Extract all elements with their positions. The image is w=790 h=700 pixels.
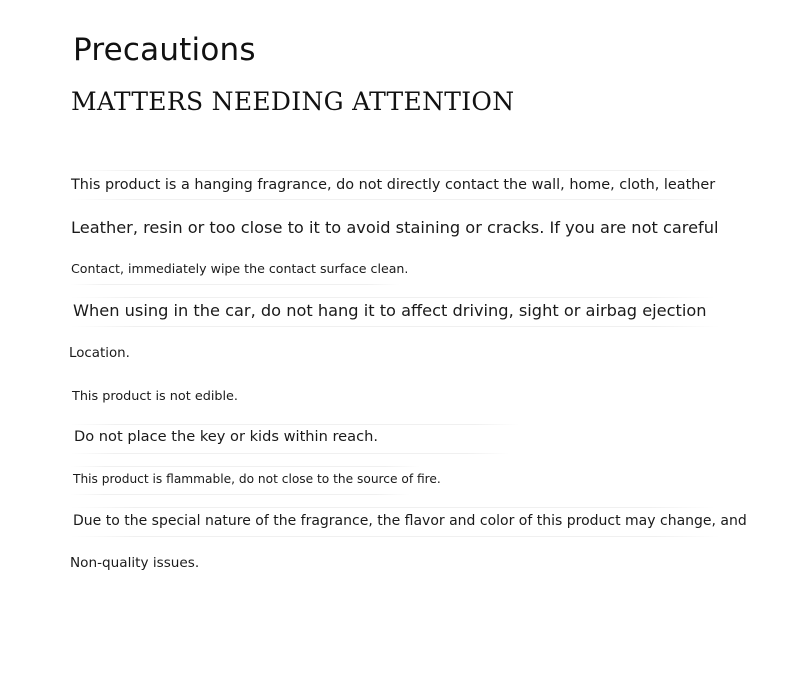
text-line: Due to the special nature of the fragrance, the flavor and color of this product may change, and (73, 513, 747, 529)
text-line: Non-quality issues. (70, 555, 200, 571)
page-title: Precautions (73, 32, 256, 68)
text-line: Location. (69, 346, 130, 361)
ghost-rule (70, 284, 400, 285)
ghost-rule (70, 466, 420, 467)
text-line: When using in the car, do not hang it to affect driving, sight or airbag ejection (73, 301, 707, 320)
text-line: Do not place the key or kids within reach. (74, 428, 379, 445)
ghost-rule (70, 170, 715, 171)
ghost-rule (70, 297, 715, 298)
text-line: This product is not edible. (72, 389, 238, 404)
text-line: Leather, resin or too close to it to avoid staining or cracks. If you are not careful (71, 218, 719, 237)
text-line: This product is a hanging fragrance, do not directly contact the wall, home, cloth, leather (71, 177, 716, 193)
ghost-rule (70, 199, 720, 200)
ghost-rule (70, 507, 715, 508)
ghost-rule (70, 536, 720, 537)
text-line: Contact, immediately wipe the contact surface clean. (71, 261, 409, 276)
ghost-rule (70, 453, 510, 454)
text-line: This product is flammable, do not close to the source of fire. (73, 472, 441, 486)
page-subtitle: MATTERS NEEDING ATTENTION (71, 87, 515, 116)
ghost-rule (70, 494, 410, 495)
ghost-rule (70, 326, 720, 327)
ghost-rule (70, 424, 520, 425)
